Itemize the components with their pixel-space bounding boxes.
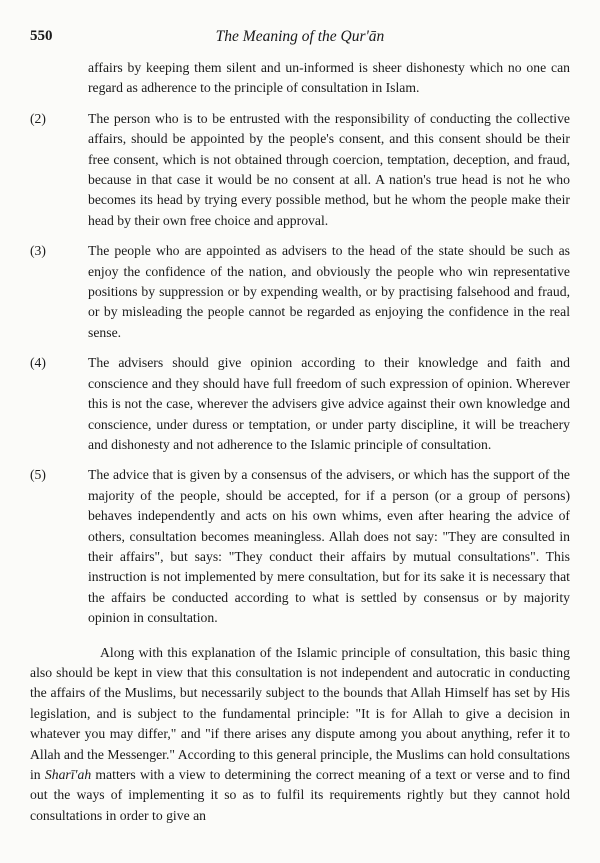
shariah-term: Sharī'ah <box>44 767 92 782</box>
closing-text-start: Along with this explanation of the Islamic principle of consultation, this basic thing also should be kept in view that this consultation is not independent and autocratic in conducting the affairs of the Muslims, but necessarily subject to the bounds that Allah Himself has set by His legislation, and is subject to the fundamental principle: "It is for Allah to give a decision in whatever you may differ," and "if there arises any dispute among you about anything, refer it to Allah and the Messenger." According to this general principle, the Muslims can hold consultations in <box>30 644 570 782</box>
list-item <box>30 109 570 231</box>
body-text <box>30 58 570 826</box>
item-text: The advisers should give opinion according to their knowledge and faith and conscience and they should have full freedom of such expression of opinion. Wherever this is not the case, wherever the advisers give advice against their own knowledge and conscience, under duress or temptation, or under party discipline, it will be treachery and dishonesty and not adherence to the Islamic principle of consultation. <box>88 355 570 452</box>
page-header <box>0 28 600 50</box>
item-text: The people who are appointed as advisers to the head of the state should be such as enjoy the confidence of the nation, and obviously the people who win representative positions by suppression or by expending wealth, or by practising falsehood and fraud, or by misleading the people cannot be regarded as enjoying the confidence in the real sense. <box>88 243 570 340</box>
page-number: 550 <box>30 28 53 44</box>
item-text: The person who is to be entrusted with the responsibility of conducting the collective affairs, should be appointed by the people's consent, and this consent should be their free consent, which is not obtained through coercion, temptation, deception, and fraud, because in that case it would be no consent at all. A nation's true head is not he who becomes its head by trying every possible method, but he whom the people make their head by their own free choice and approval. <box>88 110 570 228</box>
item-number: (5) <box>30 467 46 483</box>
closing-paragraph <box>30 643 570 827</box>
item-text: The advice that is given by a consensus of the advisers, or which has the support of the majority of the people, should be accepted, for if a person (or a group of persons) behaves independently and acts on his own whims, even after hearing the advice of others, consultation becomes meaningless. Allah does not say: "They are consulted in their affairs", but says: "They conduct their affairs by mutual consultations". This instruction is not implemented by mere consultation, but for its sake it is necessary that the affairs be conducted according to what is settled by consensus or by majority opinion in consultation. <box>88 467 570 626</box>
item-number: (4) <box>30 355 46 371</box>
item-number: (3) <box>30 243 46 259</box>
continued-paragraph: affairs by keeping them silent and un-informed is sheer dishonesty which no one can regard as adherence to the principle of consultation in Islam. <box>88 60 570 96</box>
item-number: (2) <box>30 110 46 126</box>
list-item <box>30 465 570 628</box>
list-item <box>30 241 570 343</box>
list-item <box>30 353 570 455</box>
closing-text-end: matters with a view to determining the correct meaning of a text or verse and to find out the ways of implementing it so as to fulfil its requirements rightly but they cannot hold consultations in order to give an <box>30 767 570 823</box>
running-title: The Meaning of the Qur'ān <box>215 28 385 45</box>
